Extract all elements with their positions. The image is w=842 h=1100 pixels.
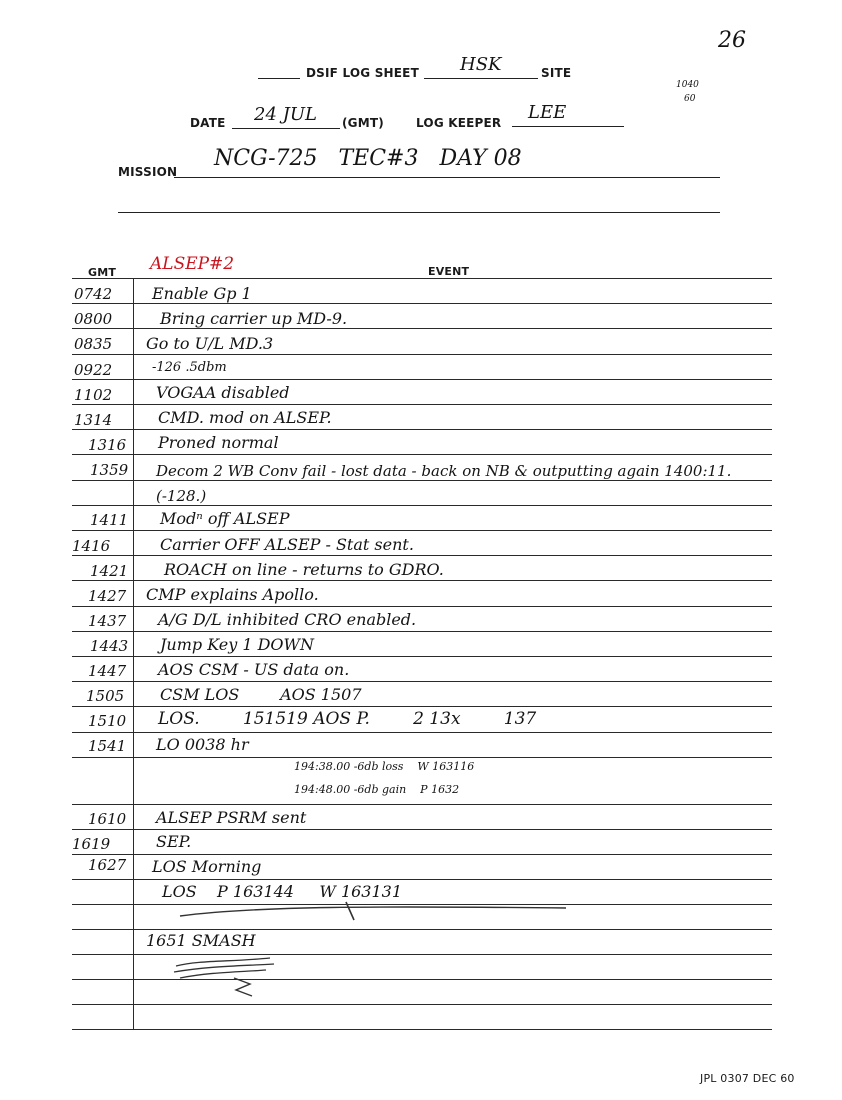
row-event: Go to U/L MD.3 — [146, 334, 274, 353]
log-keeper-label: LOG KEEPER — [416, 116, 502, 130]
row-gmt: 1314 — [74, 411, 113, 429]
row-event: VOGAA disabled — [156, 383, 290, 402]
date-label: DATE — [190, 116, 226, 130]
row-gmt: 0800 — [74, 310, 113, 328]
date-line — [232, 128, 340, 129]
row-event-note: 194:38.00 -6db loss W 163116 — [294, 760, 475, 773]
scribble-mark — [176, 900, 576, 922]
table-rule — [72, 606, 772, 607]
table-rule — [72, 278, 772, 279]
table-rule — [72, 555, 772, 556]
table-rule — [72, 804, 772, 805]
row-gmt: 1505 — [86, 687, 125, 705]
row-event: -126 .5dbm — [152, 360, 227, 375]
alsep-subtitle: ALSEP#2 — [150, 254, 235, 274]
table-rule — [72, 354, 772, 355]
table-rule — [72, 631, 772, 632]
row-event: A/G D/L inhibited CRO enabled. — [158, 610, 417, 629]
corner-note-top: 1040 — [676, 80, 699, 90]
row-gmt: 1619 — [72, 835, 111, 853]
row-event: ROACH on line - returns to GDRO. — [164, 560, 444, 579]
table-rule — [72, 328, 772, 329]
row-gmt: 1443 — [90, 637, 129, 655]
row-event: CMD. mod on ALSEP. — [158, 408, 332, 427]
row-gmt: 0742 — [74, 285, 113, 303]
site-line — [424, 78, 538, 79]
row-gmt: 1510 — [88, 712, 127, 730]
row-gmt: 1447 — [88, 662, 127, 680]
table-rule — [72, 530, 772, 531]
row-event: LOS Morning — [152, 857, 262, 876]
row-gmt: 1610 — [88, 810, 127, 828]
row-event: Enable Gp 1 — [152, 284, 252, 303]
row-gmt: 1541 — [88, 737, 127, 755]
row-gmt: 1316 — [88, 436, 127, 454]
mission-label: MISSION — [118, 165, 178, 179]
mission-value: NCG-725 TEC#3 DAY 08 — [214, 146, 522, 171]
table-rule — [72, 757, 772, 758]
log-keeper-value: LEE — [528, 102, 567, 123]
log-keeper-line — [512, 126, 624, 127]
row-gmt: 1416 — [72, 537, 111, 555]
row-event: Proned normal — [158, 433, 279, 452]
row-event: LOS P 163144 W 163131 — [162, 882, 403, 901]
row-gmt: 1359 — [90, 461, 129, 479]
row-gmt: 1102 — [74, 386, 113, 404]
row-event: SEP. — [156, 832, 192, 851]
row-event: CMP explains Apollo. — [146, 585, 319, 604]
gmt-label: (GMT) — [342, 116, 384, 130]
table-rule — [72, 681, 772, 682]
table-rule — [72, 1004, 772, 1005]
gmt-header: GMT — [88, 266, 117, 279]
row-event: LO 0038 hr — [156, 735, 249, 754]
log-sheet-label: DSIF LOG SHEET — [306, 66, 419, 80]
site-label: SITE — [541, 66, 572, 80]
mission-second-line — [118, 212, 720, 213]
row-event: Carrier OFF ALSEP - Stat sent. — [160, 535, 414, 554]
scribble-mark — [170, 952, 290, 1002]
log-sheet-blank-line — [258, 78, 300, 79]
table-rule — [72, 829, 772, 830]
row-gmt: 0835 — [74, 335, 113, 353]
row-event: Jump Key 1 DOWN — [160, 635, 314, 654]
row-event: CSM LOS AOS 1507 — [160, 685, 362, 704]
form-number: JPL 0307 DEC 60 — [700, 1072, 795, 1085]
table-rule — [72, 1029, 772, 1030]
row-event-note: 194:48.00 -6db gain P 1632 — [294, 783, 460, 796]
table-rule — [72, 854, 772, 855]
row-event: 1651 SMASH — [146, 931, 256, 950]
table-rule — [72, 656, 772, 657]
row-gmt: 1627 — [88, 856, 127, 874]
table-rule — [72, 929, 772, 930]
table-rule — [72, 379, 772, 380]
row-gmt: 1411 — [90, 511, 129, 529]
row-event: LOS. 151519 AOS P. 2 13x 137 — [158, 709, 537, 729]
row-event: Decom 2 WB Conv fail - lost data - back on NB & outputting again 1400:11. (-128.) — [156, 462, 732, 505]
mission-line — [174, 177, 720, 178]
table-rule — [72, 454, 772, 455]
table-rule — [72, 706, 772, 707]
table-rule — [72, 879, 772, 880]
table-rule — [72, 404, 772, 405]
row-gmt: 1427 — [88, 587, 127, 605]
table-rule — [72, 580, 772, 581]
event-header: EVENT — [428, 265, 470, 278]
site-value: HSK — [460, 54, 502, 75]
table-rule — [72, 429, 772, 430]
row-event: Bring carrier up MD-9. — [160, 309, 348, 328]
row-event: AOS CSM - US data on. — [158, 660, 350, 679]
row-gmt: 0922 — [74, 361, 113, 379]
table-rule — [72, 303, 772, 304]
corner-note-bottom: 60 — [684, 94, 696, 104]
row-event: Modⁿ off ALSEP — [160, 509, 290, 528]
row-gmt: 1437 — [88, 612, 127, 630]
date-value: 24 JUL — [254, 104, 317, 125]
row-event: ALSEP PSRM sent — [156, 808, 307, 827]
table-rule — [72, 732, 772, 733]
page-number: 26 — [718, 28, 746, 53]
row-gmt: 1421 — [90, 562, 129, 580]
